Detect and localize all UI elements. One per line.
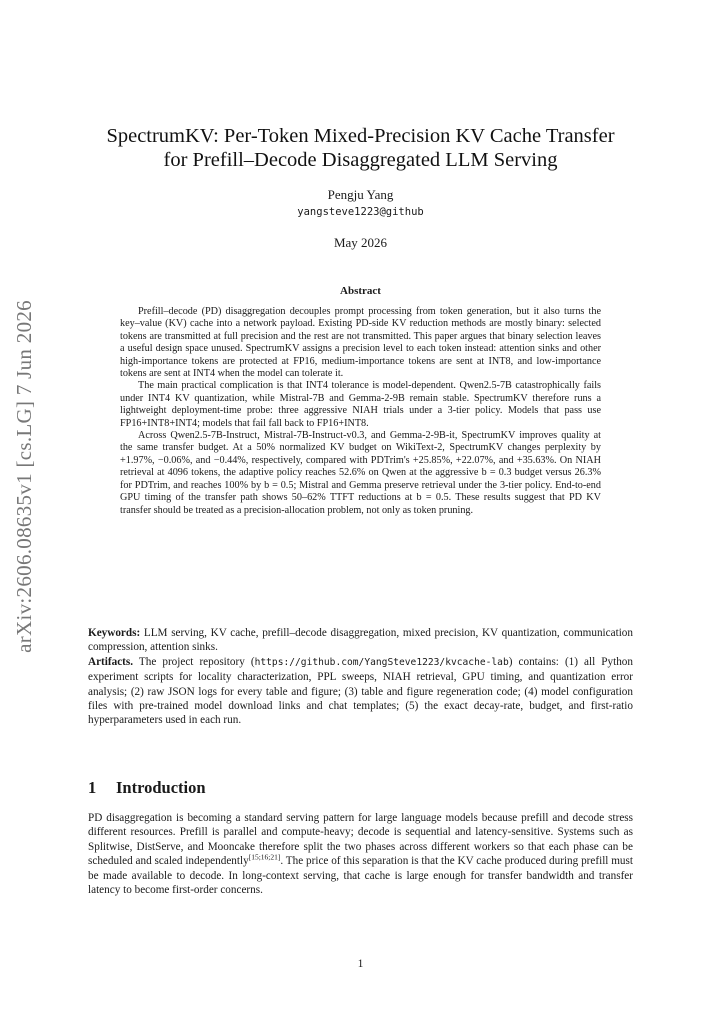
keywords-label: Keywords:: [88, 627, 141, 639]
abstract-paragraph: Prefill–decode (PD) disaggregation decouples prompt processing from token generation, but it also turns the key–value (KV) cache into a network payload. Existing PD-side KV reduction methods are mostly binary: selected tokens are transmitted at full precision and the rest are not transmitted. This paper argues that binary selection leaves a useful design space unused. SpectrumKV assigns a precision level to each token instead: attention sinks and other high-importance tokens are protected at FP16, medium-importance tokens are sent at INT8, and low-importance tokens are sent at INT4 when the model can tolerate it.: [120, 306, 601, 380]
intro-text-pre: PD disaggregation is becoming a standard serving pattern for large language models because prefill and decode stress different resources. Prefill is parallel and compute-heavy; decode is sequential and latency-sensitive. Systems such as Splitwise, DistServe, and Mooncake therefore split the two phases across different workers so that each phase can be scheduled and scaled independently: [88, 812, 633, 868]
abstract-heading: Abstract: [340, 285, 381, 297]
keywords: [88, 626, 633, 655]
abstract-paragraph: The main practical complication is that INT4 tolerance is model-dependent. Qwen2.5-7B catastrophically fails under INT4 KV quantization, while Mistral-7B and Gemma-2-9B remain stable. SpectrumKV therefore runs a lightweight deployment-time probe: three aggressive NIAH trials under a 3-tier policy. Models that pass use FP16+INT8+INT4; models that fail fall back to FP16+INT8.: [120, 380, 601, 429]
citation-link[interactable]: [15;16;21]: [248, 852, 281, 862]
page-number: 1: [357, 958, 364, 970]
artifacts-text-post: ) contains: (1) all Python experiment scripts for locality characterization, PPL sweeps, NIAH retrieval, GPU timing, and quantization error analysis; (2) raw JSON logs for every table and figure; (3) table and figure regeneration code; (4) model configuration files with pre-trained model download links and chat templates; (5) the exact decay-rate, budget, and first-ratio hyperparameters used in each run.: [88, 655, 633, 727]
keywords-text: LLM serving, KV cache, prefill–decode disaggregation, mixed precision, KV quantization, communication compression, attention sinks.: [88, 627, 633, 654]
paper-title: [88, 124, 633, 172]
section-heading: [88, 778, 206, 798]
repository-link[interactable]: https://github.com/YangSteve1223/kvcache-lab: [254, 656, 509, 668]
abstract-body: [120, 306, 601, 517]
front-matter-notes: [88, 626, 633, 728]
artifacts: [88, 655, 633, 728]
section-title: Introduction: [116, 778, 206, 797]
title-line-2: for Prefill–Decode Disaggregated LLM Serving: [163, 149, 558, 171]
arxiv-identifier: arXiv:2606.08635v1 [cs.LG] 7 Jun 2026: [12, 300, 36, 653]
section-number: 1: [88, 778, 97, 797]
publication-date: May 2026: [333, 235, 388, 250]
title-line-1: SpectrumKV: Per-Token Mixed-Precision KV Cache Transfer: [106, 125, 615, 147]
introduction-body: [88, 811, 633, 897]
intro-text-post: . The price of this separation is that the KV cache produced during prefill must be made available to decode. In long-context serving, that cache is large enough for transfer bandwidth and transfer latency to become first-order concerns.: [88, 855, 633, 897]
artifacts-label: Artifacts.: [88, 655, 134, 668]
author-email: yangsteve1223@github: [297, 206, 424, 218]
author-name: Pengju Yang: [327, 187, 394, 202]
artifacts-text-pre: The project repository (: [138, 655, 255, 668]
introduction-paragraph: [88, 811, 633, 897]
abstract-paragraph: Across Qwen2.5-7B-Instruct, Mistral-7B-Instruct-v0.3, and Gemma-2-9B-it, SpectrumKV improves quality at the same transfer budget. At a 50% normalized KV budget on WikiText-2, SpectrumKV changes perplexity by +1.97%, −0.06%, and −0.44%, respectively, compared with PDTrim's +25.85%, +22.07%, and +35.63%. On NIAH retrieval at 4096 tokens, the adaptive policy reaches 52.6% on Qwen at the aggressive b = 0.3 budget versus 26.3% for PDTrim, and reaches 100% by b = 0.5; Mistral and Gemma preserve retrieval under the 3-tier policy. End-to-end GPU timing of the transfer path shows 50–62% TTFT reductions at b = 0.5. These results suggest that PD KV transfer should be treated as a precision-allocation problem, not only as token pruning.: [120, 430, 601, 516]
